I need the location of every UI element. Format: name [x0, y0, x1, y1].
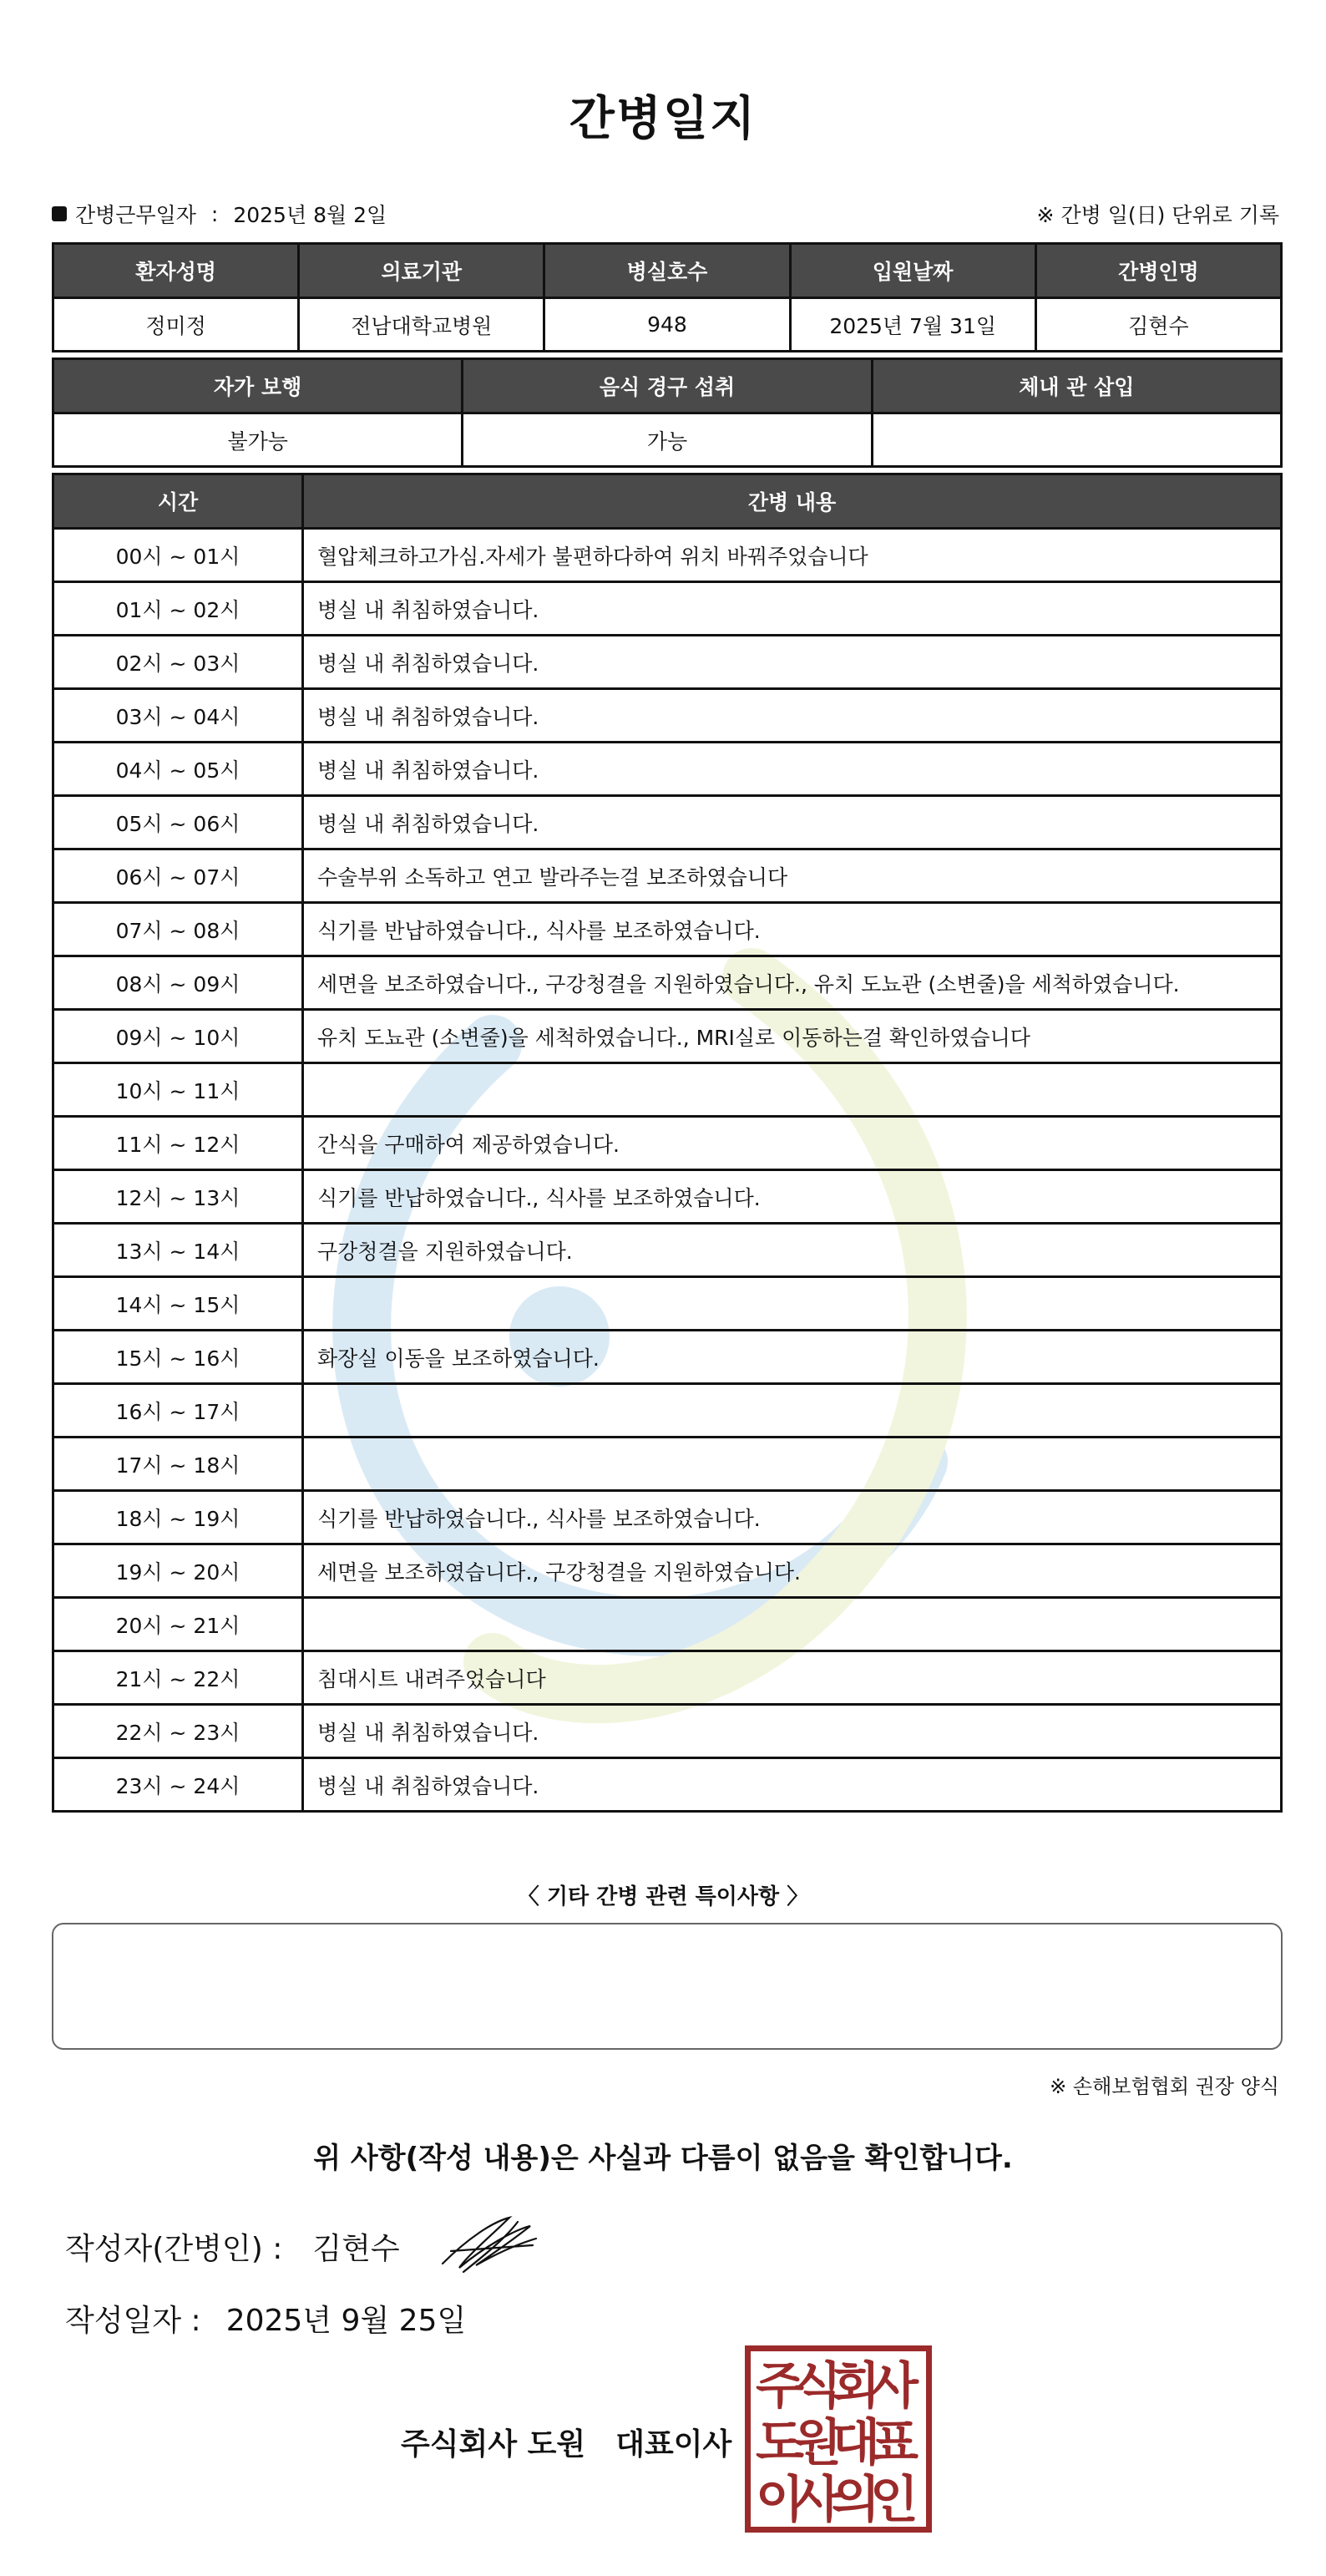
- log-time: 09시 ~ 10시: [53, 1010, 303, 1063]
- log-time: 23시 ~ 24시: [53, 1758, 303, 1812]
- table-row: [53, 903, 1282, 956]
- log-content: [303, 1277, 1282, 1331]
- company-seal-icon: [745, 2345, 932, 2533]
- room-number: 948: [544, 298, 790, 352]
- header-walking: 자가 보행: [53, 359, 463, 413]
- company-name: 주식회사 도원: [401, 2427, 586, 2462]
- svg-text:사: 사: [870, 2357, 919, 2416]
- caregiver-name: 김현수: [1035, 298, 1281, 352]
- log-time: 02시 ~ 03시: [53, 636, 303, 689]
- log-content: 구강청결을 지원하였습니다.: [303, 1224, 1282, 1277]
- oral-intake-value: 가능: [463, 413, 872, 467]
- log-time: 18시 ~ 19시: [53, 1491, 303, 1544]
- table-row: [53, 1758, 1282, 1812]
- log-time: 04시 ~ 05시: [53, 743, 303, 796]
- svg-text:인: 인: [870, 2471, 919, 2529]
- log-time: 19시 ~ 20시: [53, 1544, 303, 1598]
- svg-text:주: 주: [756, 2357, 804, 2416]
- log-content: 화장실 이동을 보조하였습니다.: [303, 1331, 1282, 1384]
- patient-status-table: [52, 357, 1283, 468]
- log-time: 14시 ~ 15시: [53, 1277, 303, 1331]
- svg-text:이: 이: [756, 2471, 804, 2529]
- svg-text:회: 회: [832, 2357, 880, 2416]
- log-time: 15시 ~ 16시: [53, 1331, 303, 1384]
- log-content: 병실 내 취침하였습니다.: [303, 796, 1282, 849]
- log-time: 10시 ~ 11시: [53, 1063, 303, 1117]
- log-content: 병실 내 취침하였습니다.: [303, 689, 1282, 743]
- svg-text:대: 대: [832, 2414, 880, 2472]
- work-date-sep: :: [210, 201, 219, 226]
- hospital-name: 전남대학교병원: [299, 298, 544, 352]
- log-time: 06시 ~ 07시: [53, 849, 303, 903]
- log-content: 병실 내 취침하였습니다.: [303, 582, 1282, 636]
- table-row: [53, 956, 1282, 1010]
- log-time: 08시 ~ 09시: [53, 956, 303, 1010]
- company-role: 대표이사: [615, 2427, 732, 2462]
- signature-icon: [434, 2205, 543, 2280]
- log-content: 병실 내 취침하였습니다.: [303, 1758, 1282, 1812]
- table-row: [53, 689, 1282, 743]
- notes-box: [52, 1923, 1283, 2050]
- table-row: [53, 1063, 1282, 1117]
- log-content: 세면을 보조하였습니다., 구강청결을 지원하였습니다.: [303, 1544, 1282, 1598]
- log-time: 16시 ~ 17시: [53, 1384, 303, 1438]
- writer-line: [65, 2225, 400, 2268]
- table-row: [53, 529, 1282, 582]
- svg-text:표: 표: [870, 2414, 919, 2472]
- header-care-content: 간병 내용: [303, 474, 1282, 529]
- care-log-table: [52, 473, 1283, 1813]
- log-content: 수술부위 소독하고 연고 발라주는걸 보조하였습니다: [303, 849, 1282, 903]
- table-row: [53, 1384, 1282, 1438]
- svg-text:의: 의: [832, 2471, 880, 2529]
- table-row: [53, 849, 1282, 903]
- writer-name: 김현수: [312, 2232, 400, 2266]
- table-row: [53, 1438, 1282, 1491]
- table-row: [53, 743, 1282, 796]
- table-row: [53, 636, 1282, 689]
- written-date-value: 2025년 9월 25일: [225, 2304, 467, 2338]
- table-row: [53, 1705, 1282, 1758]
- header-oral-intake: 음식 경구 섭취: [463, 359, 872, 413]
- admission-date: 2025년 7월 31일: [790, 298, 1035, 352]
- patient-header-row: [53, 244, 1282, 298]
- log-time: 13시 ~ 14시: [53, 1224, 303, 1277]
- log-time: 21시 ~ 22시: [53, 1651, 303, 1705]
- work-date: [52, 199, 387, 229]
- walking-value: 불가능: [53, 413, 463, 467]
- log-time: 17시 ~ 18시: [53, 1438, 303, 1491]
- log-time: 03시 ~ 04시: [53, 689, 303, 743]
- table-row: [53, 1010, 1282, 1063]
- header-room: 병실호수: [544, 244, 790, 298]
- log-content: 병실 내 취침하였습니다.: [303, 636, 1282, 689]
- header-hospital: 의료기관: [299, 244, 544, 298]
- header-admission-date: 입원날짜: [790, 244, 1035, 298]
- written-date-line: [65, 2297, 466, 2340]
- unit-note: ※ 간병 일(日) 단위로 기록: [1036, 203, 1279, 227]
- page-title: 간병일지: [569, 92, 757, 146]
- notes-title: 〈 기타 간병 관련 특이사항 〉: [517, 1884, 809, 1909]
- log-time: 12시 ~ 13시: [53, 1170, 303, 1224]
- log-content: 병실 내 취침하였습니다.: [303, 743, 1282, 796]
- log-content: [303, 1598, 1282, 1651]
- table-row: [53, 1277, 1282, 1331]
- svg-text:사: 사: [793, 2471, 842, 2529]
- writer-label: 작성자(간병인) :: [65, 2232, 283, 2266]
- work-date-value: 2025년 8월 2일: [233, 203, 387, 227]
- log-content: 혈압체크하고가심.자세가 불편하다하여 위치 바꿔주었습니다: [303, 529, 1282, 582]
- work-date-label: 간병근무일자: [75, 203, 196, 227]
- log-time: 01시 ~ 02시: [53, 582, 303, 636]
- log-content: 식기를 반납하였습니다., 식사를 보조하였습니다.: [303, 903, 1282, 956]
- written-date-label: 작성일자 :: [65, 2304, 201, 2338]
- log-content: 간식을 구매하여 제공하였습니다.: [303, 1117, 1282, 1170]
- table-row: [53, 1170, 1282, 1224]
- log-content: 식기를 반납하였습니다., 식사를 보조하였습니다.: [303, 1170, 1282, 1224]
- table-row: [53, 796, 1282, 849]
- log-time: 11시 ~ 12시: [53, 1117, 303, 1170]
- log-time: 22시 ~ 23시: [53, 1705, 303, 1758]
- table-row: [53, 1651, 1282, 1705]
- tube-value: [872, 413, 1281, 467]
- log-time: 20시 ~ 21시: [53, 1598, 303, 1651]
- log-time: 05시 ~ 06시: [53, 796, 303, 849]
- svg-text:식: 식: [793, 2357, 842, 2416]
- header-caregiver: 간병인명: [1035, 244, 1281, 298]
- form-note: ※ 손해보험협회 권장 양식: [1050, 2075, 1279, 2098]
- header-tube: 체내 관 삽입: [872, 359, 1281, 413]
- company-line: [401, 2421, 731, 2463]
- log-content: [303, 1063, 1282, 1117]
- patient-info-table: [52, 242, 1283, 352]
- svg-text:도: 도: [756, 2414, 804, 2472]
- log-content: 식기를 반납하였습니다., 식사를 보조하였습니다.: [303, 1491, 1282, 1544]
- table-row: [53, 1544, 1282, 1598]
- status-value-row: [53, 413, 1282, 467]
- log-time: 00시 ~ 01시: [53, 529, 303, 582]
- header-time: 시간: [53, 474, 303, 529]
- table-row: [53, 1224, 1282, 1277]
- log-content: 세면을 보조하였습니다., 구강청결을 지원하였습니다., 유치 도뇨관 (소변줄)을 세척하였습니다.: [303, 956, 1282, 1010]
- log-content: 병실 내 취침하였습니다.: [303, 1705, 1282, 1758]
- log-content: [303, 1384, 1282, 1438]
- table-row: [53, 1598, 1282, 1651]
- log-content: 유치 도뇨관 (소변줄)을 세척하였습니다., MRI실로 이동하는걸 확인하였습니다: [303, 1010, 1282, 1063]
- confirm-statement: 위 사항(작성 내용)은 사실과 다름이 없음을 확인합니다.: [313, 2142, 1013, 2175]
- patient-value-row: [53, 298, 1282, 352]
- table-row: [53, 1331, 1282, 1384]
- table-row: [53, 1117, 1282, 1170]
- log-content: 침대시트 내려주었습니다: [303, 1651, 1282, 1705]
- patient-name: 정미정: [53, 298, 299, 352]
- log-body: [53, 529, 1282, 1812]
- square-bullet-icon: [52, 206, 67, 221]
- header-patient-name: 환자성명: [53, 244, 299, 298]
- log-content: [303, 1438, 1282, 1491]
- table-row: [53, 582, 1282, 636]
- table-row: [53, 1491, 1282, 1544]
- log-header-row: [53, 474, 1282, 529]
- svg-text:원: 원: [793, 2414, 842, 2472]
- status-header-row: [53, 359, 1282, 413]
- log-time: 07시 ~ 08시: [53, 903, 303, 956]
